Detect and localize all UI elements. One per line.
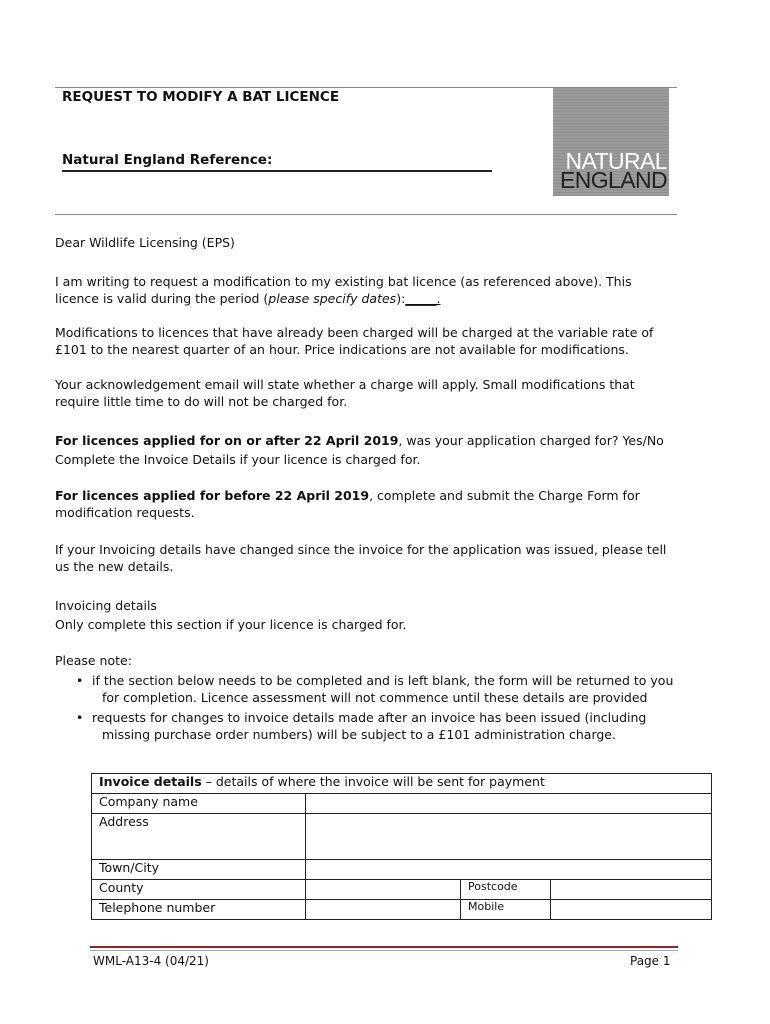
postcode-field[interactable] [551, 880, 712, 900]
telephone-label: Telephone number [92, 900, 306, 920]
reference-label: Natural England Reference: [62, 152, 273, 168]
notes-list [55, 673, 675, 747]
bullet-icon: • [76, 673, 84, 688]
invoicing-heading-block [55, 596, 675, 634]
postcode-label: Postcode [461, 880, 551, 900]
salutation: Dear Wildlife Licensing (EPS) [55, 235, 235, 250]
address-field[interactable] [306, 814, 712, 860]
reference-input-line[interactable] [62, 170, 492, 172]
town-city-field[interactable] [306, 860, 712, 880]
before-2019-paragraph: For licences applied for before 22 April 2019, complete and submit the Charge Form for modification requests. [55, 488, 640, 520]
footer-rule-thin [90, 950, 678, 951]
form-code: WML-A13-4 (04/21) [93, 954, 209, 968]
company-name-field[interactable] [306, 794, 712, 814]
page-number: Page 1 [630, 954, 671, 968]
acknowledgement-paragraph: Your acknowledgement email will state whether a charge will apply. Small modifications that require little time to do will not be charged for. [55, 377, 635, 409]
footer-rule [90, 946, 678, 948]
list-item: • requests for changes to invoice details made after an invoice has been issued (including missing purchase order numbers) will be subject to a £101 administration charge. [76, 710, 647, 742]
invoicing-heading: Invoicing details [55, 598, 157, 613]
page-title: REQUEST TO MODIFY A BAT LICENCE [62, 89, 340, 105]
intro-paragraph: I am writing to request a modification to my existing bat licence (as referenced above). This licence is valid during the period (please specify dates):_____. [55, 274, 632, 306]
logo-line-2: ENGLAND [560, 167, 667, 193]
bullet-icon: • [76, 710, 84, 725]
modifications-paragraph: Modifications to licences that have already been charged will be charged at the variable rate of £101 to the nearest quarter of an hour. Price indications are not available for modifications. [55, 325, 654, 357]
company-name-label: Company name [92, 794, 306, 814]
header-bottom-rule [55, 214, 677, 215]
town-city-label: Town/City [92, 860, 306, 880]
please-note-label: Please note: [55, 653, 132, 668]
dates-input[interactable]: _____. [405, 290, 441, 306]
after-2019-paragraph: For licences applied for on or after 22 April 2019, was your application charged for? Yes/No Complete the Invoice Details if your licence is charged for. [55, 433, 664, 467]
invoice-details-table [91, 773, 712, 920]
natural-england-logo [553, 88, 669, 196]
invoice-table-header: Invoice details – details of where the invoice will be sent for payment [92, 774, 712, 794]
telephone-field[interactable] [306, 900, 461, 920]
list-item: • if the section below needs to be completed and is left blank, the form will be returned to you for completion. Licence assessment will not commence until these details are provided [76, 673, 674, 705]
address-label: Address [92, 814, 306, 860]
invoicing-changed-paragraph: If your Invoicing details have changed since the invoice for the application was issued, please tell us the new details. [55, 542, 667, 574]
logo-line-1: NATURAL [565, 148, 667, 174]
invoicing-only-note: Only complete this section if your licence is charged for. [55, 617, 407, 632]
county-label: County [92, 880, 306, 900]
mobile-label: Mobile [461, 900, 551, 920]
county-field[interactable] [306, 880, 461, 900]
mobile-field[interactable] [551, 900, 712, 920]
